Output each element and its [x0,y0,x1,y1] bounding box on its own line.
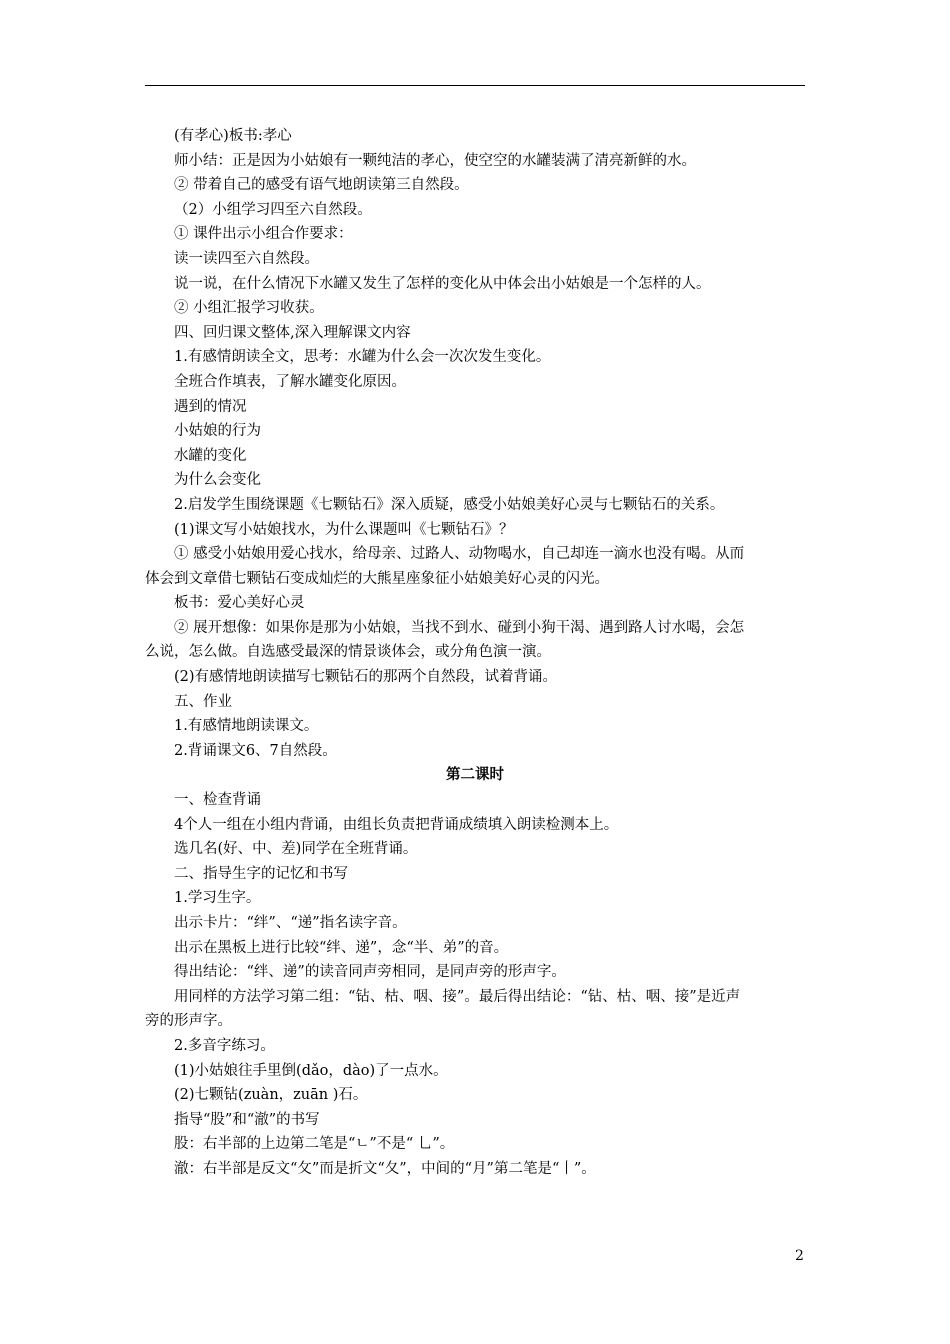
text-line: 说一说，在什么情况下水罐又发生了怎样的变化从中体会出小姑娘是一个怎样的人。 [174,275,711,292]
text-line: 四、回归课文整体,深入理解课文内容 [174,324,411,341]
text-line: (2)有感情地朗读描写七颗钻石的那两个自然段，试着背诵。 [174,669,558,686]
text-line: 澈：右半部是反文“攵”而是折文“夂”，中间的“月”第二笔是“丨”。 [174,1160,596,1177]
text-line: 选几名(好、中、差)同学在全班背诵。 [174,841,418,858]
text-line: 指导“股”和“澈”的书写 [174,1111,320,1128]
text-line: （2）小组学习四至六自然段。 [174,201,372,218]
text-line: ② 带着自己的感受有语气地朗读第三自然段。 [174,177,469,194]
text-line: 全班合作填表，了解水罐变化原因。 [174,373,406,390]
text-line: 五、作业 [174,693,232,710]
text-line: 4个人一组在小组内背诵，由组长负责把背诵成绩填入朗读检测本上。 [174,816,619,833]
document-body [145,124,805,1182]
text-line: ② 小组汇报学习收获。 [174,300,324,317]
text-line: ① 课件出示小组合作要求： [174,226,353,243]
text-line: 2.背诵课文6、7自然段。 [174,742,337,759]
text-line: 体会到文章借七颗钻石变成灿烂的大熊星座象征小姑娘美好心灵的闪光。 [145,570,609,587]
text-line: 旁的形声字。 [145,1013,232,1030]
text-line: 小姑娘的行为 [174,423,261,440]
text-line: (1)小姑娘往手里倒(dǎo，dào)了一点水。 [174,1062,448,1079]
text-line: (2)七颗钻(zuàn，zuān )石。 [174,1087,368,1104]
text-line: 用同样的方法学习第二组：“钻、枯、咽、接”。最后得出结论：“钻、枯、咽、接”是近声 [174,988,741,1005]
text-line: 出示在黑板上进行比较“绊、递”，念“半、弟”的音。 [174,939,509,956]
text-line: 1.学习生字。 [174,890,261,907]
text-line: 么说，怎么做。自选感受最深的情景谈体会，或分角色演一演。 [145,644,551,661]
text-line: (有孝心)板书:孝心 [174,128,292,144]
text-line: 出示卡片：“绊”、“递”指名读字音。 [174,915,407,931]
text-line: ① 感受小姑娘用爱心找水，给母亲、过路人、动物喝水，自己却连一滴水也没有喝。从而 [174,546,745,563]
section-heading: 第二课时 [446,767,504,784]
text-line: 读一读四至六自然段。 [174,250,319,267]
text-line: (1)课文写小姑娘找水，为什么课题叫《七颗钻石》？ [174,521,514,538]
text-line: ② 展开想像：如果你是那为小姑娘，当找不到水、碰到小狗干渴、遇到路人讨水喝，会怎 [174,619,745,636]
text-line: 为什么会变化 [174,472,261,489]
text-line: 水罐的变化 [174,447,247,464]
text-line: 1.有感情朗读全文，思考：水罐为什么会一次次发生变化。 [174,349,551,366]
text-line: 遇到的情况 [174,398,247,415]
text-line: 2.多音字练习。 [174,1037,275,1054]
header-rule [145,85,805,86]
text-line: 师小结：正是因为小姑娘有一颗纯洁的孝心，使空空的水罐装满了清亮新鲜的水。 [174,152,696,169]
text-line: 一、检查背诵 [174,792,261,809]
page-number: 2 [795,1248,804,1264]
text-line: 板书：爱心美好心灵 [174,595,305,612]
text-line: 二、指导生字的记忆和书写 [174,865,348,882]
text-line: 2.启发学生围绕课题《七颗钻石》深入质疑，感受小姑娘美好心灵与七颗钻石的关系。 [174,496,725,513]
lesson-two-section [145,788,805,1182]
text-line: 1.有感情地朗读课文。 [174,718,319,735]
lesson-one-section [145,124,805,763]
text-line: 股：右半部的上边第二笔是“ㄴ”不是“ 乚”。 [174,1136,455,1153]
text-line: 得出结论：“绊、递”的读音同声旁相同，是同声旁的形声字。 [174,964,566,981]
